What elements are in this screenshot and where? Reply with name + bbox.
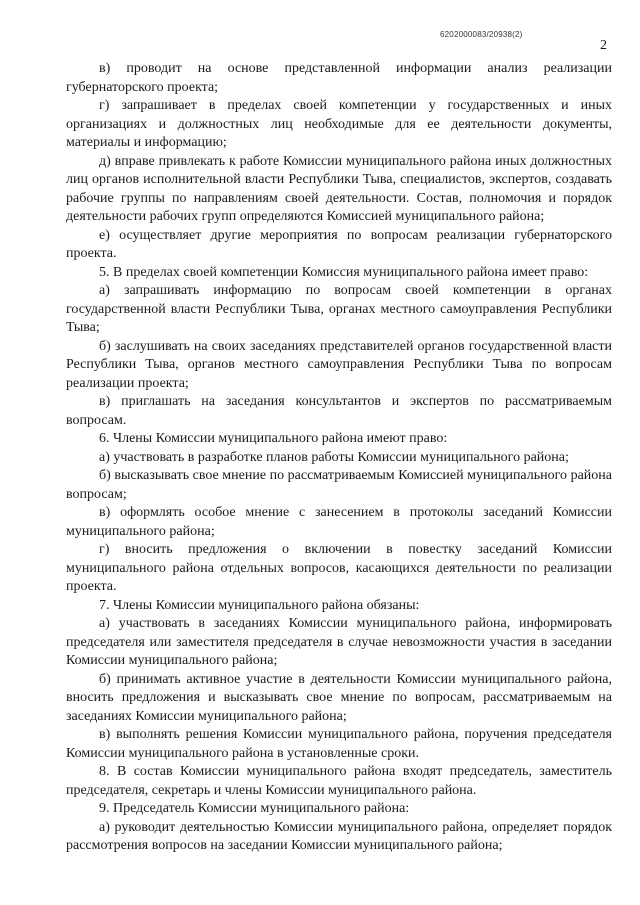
paragraph: г) вносить предложения о включении в повестку заседаний Комиссии муниципального района отдельных вопросов, касающихся деятельности по реализации проекта. (66, 542, 612, 594)
paragraph: а) запрашивать информацию по вопросам своей компетенции в органах государственной власти Республики Тыва, органах местного самоуправления Республики Тыва; (66, 283, 612, 335)
paragraph: в) выполнять решения Комиссии муниципального района, поручения председателя Комиссии муниципального района в установленные сроки. (66, 727, 612, 761)
paragraph: 9. Председатель Комиссии муниципального района: (99, 801, 410, 816)
page-number: 2 (600, 38, 607, 53)
paragraph: в) проводит на основе представленной информации анализ реализации губернаторского проекта; (66, 61, 612, 95)
paragraph: е) осуществляет другие мероприятия по вопросам реализации губернаторского проекта. (66, 227, 612, 261)
document-body (66, 60, 612, 856)
paragraph: 5. В пределах своей компетенции Комиссия муниципального района имеет право: (99, 264, 589, 280)
paragraph: а) руководит деятельностью Комиссии муниципального района, определяет порядок рассмотрения вопросов на заседании Комиссии муниципального района; (66, 819, 612, 853)
paragraph: г) запрашивает в пределах своей компетенции у государственных и иных организациях и должностных лиц необходимые для ее деятельности документы, материалы и информацию; (66, 98, 612, 150)
paragraph: б) высказывать свое мнение по рассматриваемым Комиссией муниципального района вопросам; (66, 468, 612, 502)
paragraph: 6. Члены Комиссии муниципального района имеют право: (99, 431, 448, 446)
paragraph: 8. В состав Комиссии муниципального района входят председатель, заместитель председателя, секретарь и члены Комиссии муниципального района. (66, 764, 612, 798)
paragraph: в) оформлять особое мнение с занесением в протоколы заседаний Комиссии муниципального района; (66, 505, 612, 539)
paragraph: б) принимать активное участие в деятельности Комиссии муниципального района, вносить предложения и высказывать свое мнение по вопросам, рассматриваемым на заседаниях Комиссии муниципального района; (66, 671, 612, 724)
paragraph: а) участвовать в заседаниях Комиссии муниципального района, информировать председателя или заместителя председателя в случае невозможности участия в заседании Комиссии муниципального района; (66, 616, 612, 668)
paragraph: д) вправе привлекать к работе Комиссии муниципального района иных должностных лиц органов исполнительной власти Республики Тыва, специалистов, экспертов, создавать рабочие группы по направлениям своей деятельности. Состав, полномочия и порядок деятельности рабочих групп определяются Комиссией муниципального района; (66, 153, 612, 224)
document-id: 6202000083/20938(2) (440, 30, 523, 39)
paragraph: а) участвовать в разработке планов работы Комиссии муниципального района; (99, 449, 569, 465)
paragraph: в) приглашать на заседания консультантов и экспертов по рассматриваемым вопросам. (66, 394, 612, 428)
paragraph: б) заслушивать на своих заседаниях представителей органов государственной власти Республики Тыва, органов местного самоуправления Республики Тыва по вопросам реализации проекта; (66, 338, 612, 391)
paragraph: 7. Члены Комиссии муниципального района обязаны: (99, 597, 420, 613)
